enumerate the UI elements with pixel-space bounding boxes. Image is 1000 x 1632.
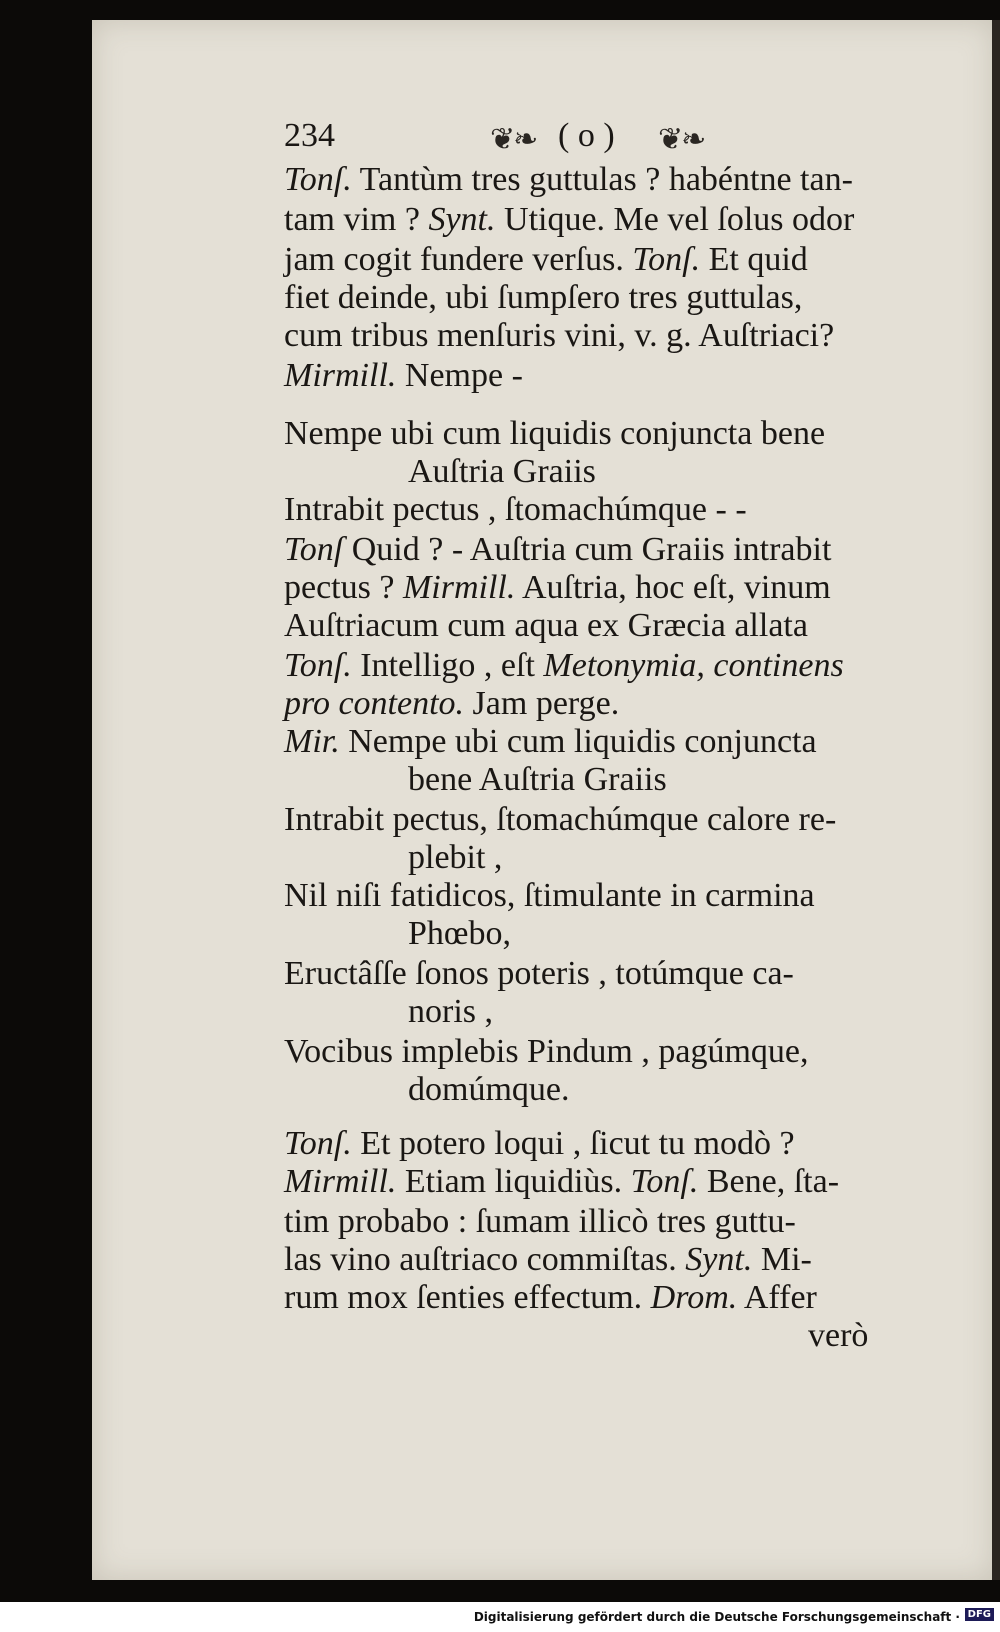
ornament-right-icon: ❦❧ (658, 123, 705, 156)
text-line (284, 1032, 808, 1072)
line-text: Intelligo , eſt (351, 647, 544, 684)
text-line (284, 876, 815, 916)
text-line (284, 490, 747, 530)
speaker-label: Tonſ. (632, 241, 701, 278)
speaker-label: Tonſ (284, 531, 344, 568)
line-text: Vocibus implebis Pindum , pagúmque, (284, 1033, 809, 1070)
text-line (284, 160, 853, 200)
line-text: Affer (737, 1279, 817, 1316)
footer-credit: Digitalisierung gefördert durch die Deutsche Forschungsgemeinschaft · (473, 1610, 960, 1624)
line-text: Nil niſi fatidicos, ſtimulante in carmina (284, 877, 815, 914)
text-line (284, 356, 523, 396)
text-line (284, 606, 808, 646)
line-text: Nempe - (396, 357, 523, 394)
text-line (408, 992, 493, 1032)
line-text: fiet deinde, ubi ſumpſero tres guttulas, (284, 279, 803, 316)
line-text: Intrabit pectus , ſtomachúmque - - (284, 491, 747, 528)
text-line (284, 1202, 796, 1242)
line-text: pectus ? (284, 569, 403, 606)
speaker-label: Mirmill. (284, 357, 397, 394)
text-line (284, 278, 802, 318)
text-line (284, 1278, 817, 1318)
text-line (408, 452, 596, 492)
speaker-label: Mir. (284, 723, 340, 760)
speaker-label: Tonſ. (630, 1163, 699, 1200)
speaker-label: Synt. (428, 201, 496, 238)
speaker-label: Synt. (685, 1241, 753, 1278)
text-line (408, 914, 511, 954)
speaker-label: Mirmill. (402, 569, 516, 606)
line-text: Etiam liquidiùs. (396, 1163, 631, 1200)
speaker-label: Tonſ. (284, 1125, 352, 1162)
speaker-label: Tonſ. (284, 161, 352, 198)
line-text: Jam perge. (464, 685, 620, 722)
line-text: las vino auſtriaco commiſtas. (284, 1241, 686, 1278)
ornament-left-icon: ❦❧ (490, 123, 537, 156)
text-line (284, 200, 854, 240)
text-line (284, 646, 844, 686)
text-line (284, 722, 817, 762)
text-line (284, 530, 831, 570)
line-text: tam vim ? (284, 201, 429, 238)
text-line (284, 684, 619, 724)
page-edge (992, 20, 1000, 1580)
line-text: Nempe ubi cum liquidis conjuncta (339, 723, 817, 760)
line-text: Nempe ubi cum liquidis conjuncta bene (284, 415, 826, 452)
dfg-logo: DFG (965, 1608, 994, 1621)
text-line (284, 1124, 795, 1164)
line-text: Auſtria, hoc eſt, vinum (515, 569, 831, 606)
line-text: rum mox ſenties effectum. (284, 1279, 651, 1316)
line-text: Eructâſſe ſonos poteris , totúmque ca- (284, 955, 794, 992)
line-text: Mi- (752, 1241, 812, 1278)
text-line (284, 316, 834, 356)
line-text: bene Auſtria Graiis (408, 761, 667, 798)
page-number: 234 (284, 117, 335, 154)
text-line (284, 954, 794, 994)
speaker-label: Tonſ. (284, 647, 352, 684)
line-text: plebit , (408, 839, 503, 876)
line-text: cum tribus menſuris vini, v. g. Auſtriaci? (284, 317, 835, 354)
line-text: Bene, ſta- (698, 1163, 840, 1200)
speaker-label: pro contento. (284, 685, 465, 722)
text-line (284, 800, 836, 840)
line-text: Phœbo, (408, 915, 511, 952)
header-center-mark: ( o ) (558, 117, 615, 154)
line-text: Quid ? - Auſtria cum Graiis intrabit (343, 531, 832, 568)
line-text: domúmque. (408, 1071, 570, 1108)
line-text: Intrabit pectus, ſtomachúmque calore re- (284, 801, 837, 838)
speaker-label: Drom. (650, 1279, 738, 1316)
line-text: tim probabo : ſumam illicò tres guttu- (284, 1203, 796, 1240)
line-text: Et quid (700, 241, 808, 278)
text-line (284, 240, 808, 280)
text-line (408, 760, 667, 800)
text-line (408, 1070, 569, 1110)
speaker-label: Mirmill. (284, 1163, 397, 1200)
line-text: noris , (408, 993, 493, 1030)
line-text: Tantùm tres guttulas ? habéntne tan- (351, 161, 853, 198)
line-text: Utique. Me vel ſolus odor (495, 201, 855, 238)
text-line (284, 1240, 812, 1280)
text-line (284, 1162, 839, 1202)
line-text: jam cogit fundere verſus. (284, 241, 633, 278)
line-text: Auſtria Graiis (408, 453, 596, 490)
text-line (408, 838, 502, 878)
line-text: Auſtriacum cum aqua ex Græcia allata (284, 607, 808, 644)
catchword: verò (808, 1317, 869, 1354)
line-text: Et potero loqui , ſicut tu modò ? (351, 1125, 795, 1162)
speaker-label: Metonymia, continens (543, 647, 844, 684)
digitization-footer (0, 1602, 1000, 1632)
text-line (284, 414, 825, 454)
text-line (284, 568, 831, 608)
